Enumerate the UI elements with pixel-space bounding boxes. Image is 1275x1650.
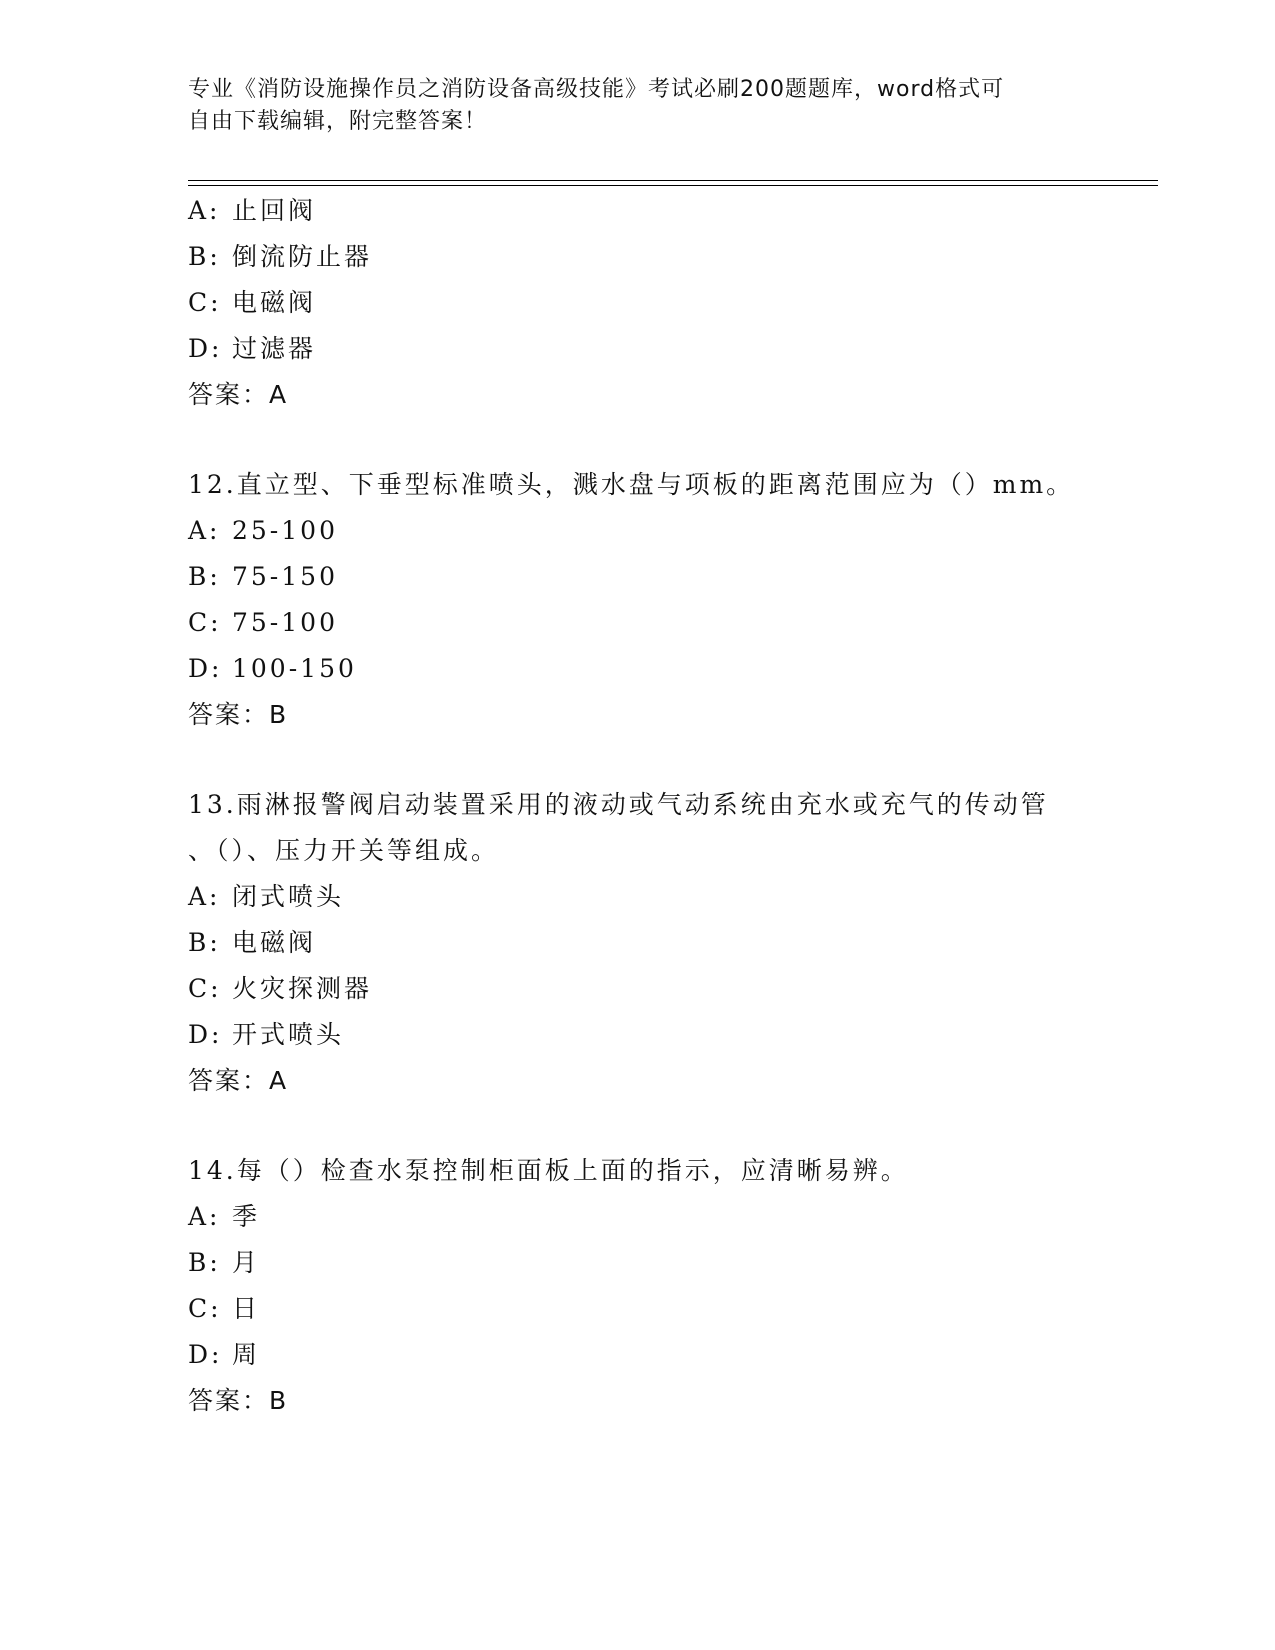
option-a: A: 季 xyxy=(188,1202,261,1231)
option-c: C: 火灾探测器 xyxy=(188,974,373,1003)
option-d: D: 100-150 xyxy=(188,654,357,683)
question-text-line-1: 13.雨淋报警阀启动装置采用的液动或气动系统由充水或充气的传动管 xyxy=(188,790,1049,819)
option-b: B: 电磁阀 xyxy=(188,928,317,957)
question-text xyxy=(188,782,1088,874)
option-b: B: 月 xyxy=(188,1248,261,1277)
header-divider-bottom xyxy=(188,185,1158,186)
option-a: A: 闭式喷头 xyxy=(188,882,345,911)
option-a: A: 25-100 xyxy=(188,516,338,545)
header-line-1: 专业《消防设施操作员之消防设备高级技能》考试必刷200题题库，word格式可 xyxy=(188,77,1005,102)
answer-line: 答案：A xyxy=(188,1066,289,1095)
option-c: C: 电磁阀 xyxy=(188,288,317,317)
answer-line: 答案：B xyxy=(188,700,289,729)
document-header xyxy=(188,74,1068,138)
document-body xyxy=(188,188,1188,1424)
option-b: B: 倒流防止器 xyxy=(188,242,373,271)
option-d: D: 过滤器 xyxy=(188,334,317,363)
option-a: A: 止回阀 xyxy=(188,196,317,225)
question-12 xyxy=(188,462,1188,738)
question-11 xyxy=(188,188,1188,418)
header-line-2: 自由下载编辑，附完整答案！ xyxy=(188,109,488,134)
option-d: D: 开式喷头 xyxy=(188,1020,345,1049)
option-c: C: 日 xyxy=(188,1294,261,1323)
answer-line: 答案：A xyxy=(188,380,289,409)
option-c: C: 75-100 xyxy=(188,608,338,637)
option-d: D: 周 xyxy=(188,1340,261,1369)
question-13 xyxy=(188,782,1188,1104)
question-text: 12.直立型、下垂型标准喷头，溅水盘与项板的距离范围应为（）mm。 xyxy=(188,470,1075,499)
question-text: 14.每（）检查水泵控制柜面板上面的指示，应清晰易辨。 xyxy=(188,1156,909,1185)
question-14 xyxy=(188,1148,1188,1424)
header-divider-top xyxy=(188,180,1158,181)
question-text-line-2: 、（）、压力开关等组成。 xyxy=(188,836,500,865)
option-b: B: 75-150 xyxy=(188,562,338,591)
answer-line: 答案：B xyxy=(188,1386,289,1415)
